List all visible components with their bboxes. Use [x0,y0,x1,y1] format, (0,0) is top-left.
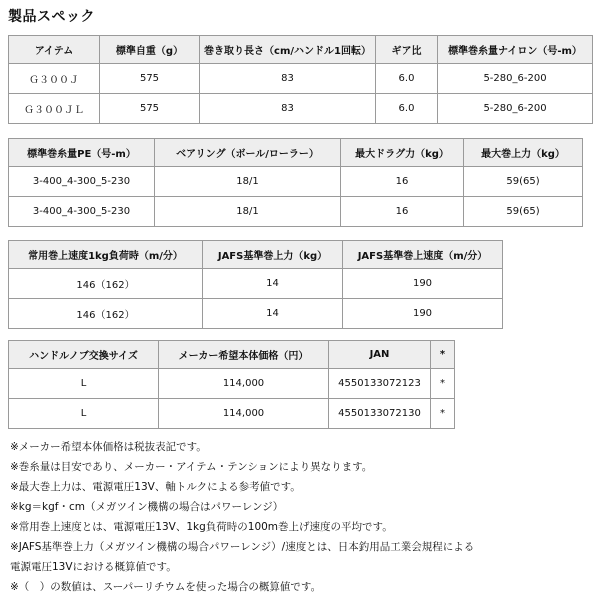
note-line: ※常用巻上速度とは、電源電圧13V、1kg負荷時の100m巻上げ速度の平均です。 [10,521,393,533]
cell-jafs-speed: 190 [343,299,503,329]
cell-jafs-lift: 14 [203,269,343,299]
cell-jafs-speed: 190 [343,269,503,299]
cell-item: Ｇ３００Ｊ [9,64,100,94]
cell-jafs-lift: 14 [203,299,343,329]
table-row [9,269,503,299]
header-weight: 標準自重（g） [100,36,200,64]
table-row [9,94,593,124]
header-max-lift: 最大巻上力（kg） [464,139,583,167]
cell-gear-ratio: 6.0 [376,64,438,94]
spec-table-1 [8,35,593,124]
table-row [9,197,583,227]
cell-asterisk: * [431,399,455,429]
cell-pe-capacity: 3-400_4-300_5-230 [9,167,155,197]
table-row [9,64,593,94]
header-item: アイテム [9,36,100,64]
cell-weight: 575 [100,94,200,124]
header-pe-capacity: 標準巻糸量PE（号-m） [9,139,155,167]
table-header-row [9,139,583,167]
note-line: ※最大巻上力は、電源電圧13V、軸トルクによる参考値です。 [10,481,301,493]
header-jafs-lift: JAFS基準巻上力（kg） [203,241,343,269]
table-header-row [9,241,503,269]
cell-item: Ｇ３００ＪＬ [9,94,100,124]
note-line: ※kg＝kgf・cm（メガツイン機構の場合はパワーレンジ） [10,501,284,513]
header-price: メーカー希望本体価格（円） [159,341,329,369]
cell-jan: 4550133072130 [329,399,431,429]
cell-nylon-capacity: 5-280_6-200 [438,64,593,94]
cell-retrieve-length: 83 [200,94,376,124]
spec-table-4 [8,340,455,429]
note-line: ※メーカー希望本体価格は税抜表記です。 [10,441,207,453]
table-row [9,299,503,329]
header-jan: JAN [329,341,431,369]
header-normal-speed: 常用巻上速度1kg負荷時（m/分） [9,241,203,269]
table-row [9,167,583,197]
cell-pe-capacity: 3-400_4-300_5-230 [9,197,155,227]
cell-max-lift: 59(65) [464,197,583,227]
cell-asterisk: * [431,369,455,399]
cell-normal-speed: 146（162） [9,299,203,329]
spec-table-3 [8,240,503,329]
cell-max-drag: 16 [341,197,464,227]
cell-price: 114,000 [159,369,329,399]
cell-max-lift: 59(65) [464,167,583,197]
table-row [9,369,455,399]
cell-bearing: 18/1 [155,197,341,227]
note-line: ※巻糸量は目安であり、メーカー・アイテム・テンションにより異なります。 [10,461,373,473]
cell-jan: 4550133072123 [329,369,431,399]
cell-knob-size: L [9,369,159,399]
table-header-row [9,36,593,64]
header-gear-ratio: ギア比 [376,36,438,64]
cell-price: 114,000 [159,399,329,429]
cell-retrieve-length: 83 [200,64,376,94]
cell-knob-size: L [9,399,159,429]
cell-max-drag: 16 [341,167,464,197]
header-asterisk: * [431,341,455,369]
cell-nylon-capacity: 5-280_6-200 [438,94,593,124]
spec-table-2 [8,138,583,227]
header-max-drag: 最大ドラグ力（kg） [341,139,464,167]
table-row [9,399,455,429]
header-nylon-capacity: 標準巻糸量ナイロン（号-m） [438,36,593,64]
table-header-row [9,341,455,369]
header-jafs-speed: JAFS基準巻上速度（m/分） [343,241,503,269]
header-retrieve-length: 巻き取り長さ（cm/ハンドル1回転） [200,36,376,64]
cell-weight: 575 [100,64,200,94]
cell-bearing: 18/1 [155,167,341,197]
note-line: 電源電圧13Vにおける概算値です。 [10,561,177,573]
cell-normal-speed: 146（162） [9,269,203,299]
page-title: 製品スペック [8,9,95,25]
note-line: ※（ ）の数値は、スーパーリチウムを使った場合の概算値です。 [10,581,322,593]
notes-section [10,437,596,597]
cell-gear-ratio: 6.0 [376,94,438,124]
note-line: ※JAFS基準巻上力（メガツイン機構の場合パワーレンジ）/速度とは、日本釣用品工業会規程による [10,541,475,553]
header-bearing: ベアリング（ボール/ローラー） [155,139,341,167]
header-knob-size: ハンドルノブ交換サイズ [9,341,159,369]
